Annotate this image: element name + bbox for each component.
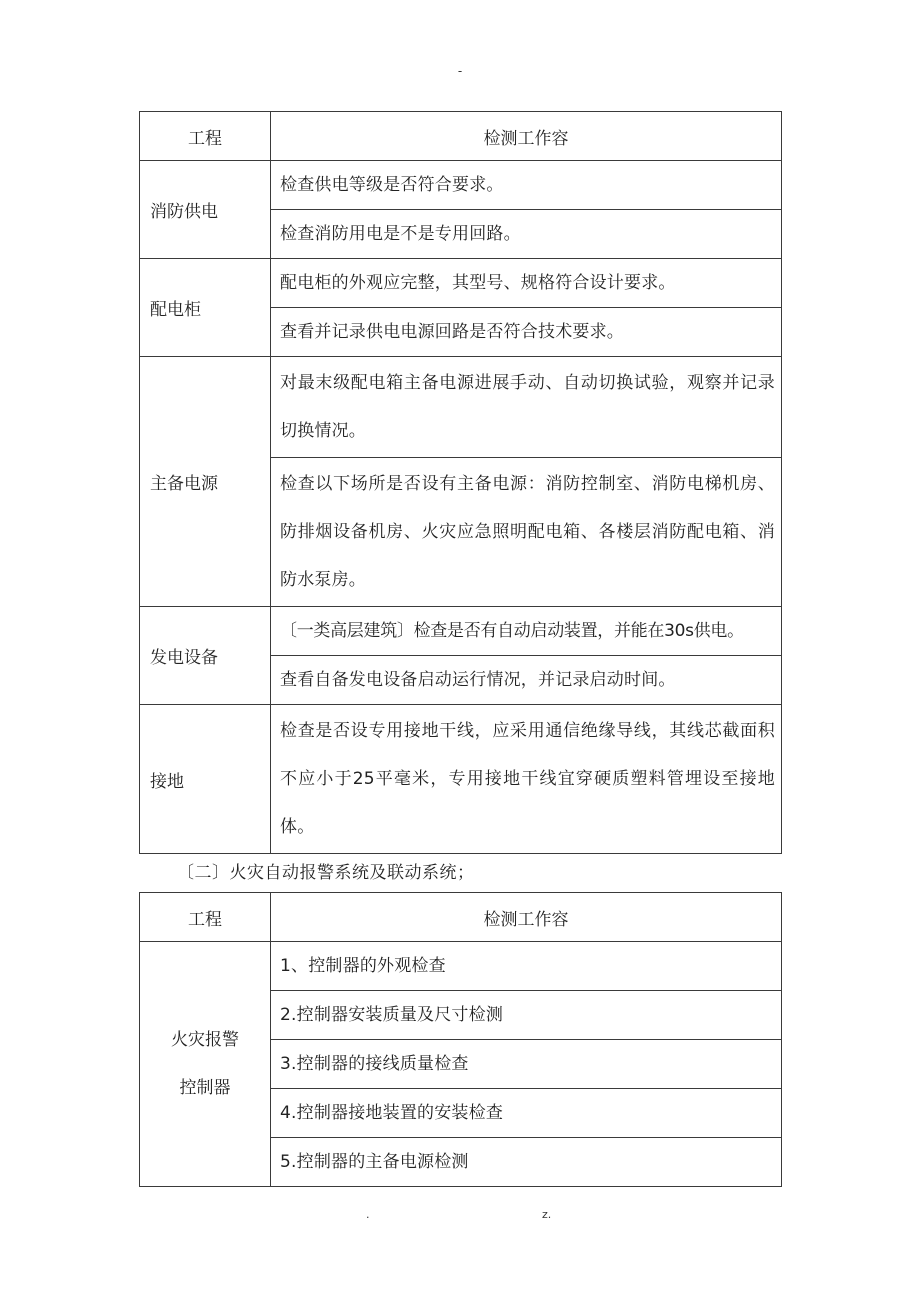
table-header-row xyxy=(140,112,782,161)
content-cell: 5.控制器的主备电源检测 xyxy=(271,1138,782,1187)
section-title: 〔二〕火灾自动报警系统及联动系统； xyxy=(177,863,475,883)
table-header-row xyxy=(140,893,782,942)
page-footer xyxy=(0,1208,920,1228)
power-supply-inspection-table xyxy=(139,111,782,854)
footer-right-mark: z. xyxy=(542,1208,552,1221)
item-cell-main-backup-power: 主备电源 xyxy=(140,357,271,607)
item-cell-grounding: 接地 xyxy=(140,705,271,854)
table-row xyxy=(140,161,782,210)
table-row xyxy=(140,607,782,656)
item-label-line-2: 控制器 xyxy=(179,1078,231,1098)
fire-alarm-inspection-table xyxy=(139,892,782,1187)
item-cell-fire-power: 消防供电 xyxy=(140,161,271,259)
table-row xyxy=(140,259,782,308)
content-cell: 1、控制器的外观检查 xyxy=(271,942,782,991)
content-cell: 2.控制器安装质量及尺寸检测 xyxy=(271,991,782,1040)
content-cell: 检查以下场所是否设有主备电源：消防控制室、消防电梯机房、防排烟设备机房、火灾应急照明配电箱、各楼层消防配电箱、消防水泵房。 xyxy=(271,458,782,607)
content-cell: 查看并记录供电电源回路是否符合技术要求。 xyxy=(271,308,782,357)
content-cell: 〔一类高层建筑〕检查是否有自动启动装置，并能在30s供电。 xyxy=(271,607,782,656)
page-header-mark: - xyxy=(457,64,463,78)
table-row xyxy=(140,705,782,854)
content-cell: 对最末级配电箱主备电源进展手动、自动切换试验，观察并记录切换情况。 xyxy=(271,357,782,458)
content-cell: 查看自备发电设备启动运行情况，并记录启动时间。 xyxy=(271,656,782,705)
item-label-line-1: 火灾报警 xyxy=(171,1030,239,1050)
footer-left-mark: . xyxy=(366,1208,370,1221)
table-row xyxy=(140,357,782,458)
column-header-item: 工程 xyxy=(140,112,271,161)
content-cell: 检查供电等级是否符合要求。 xyxy=(271,161,782,210)
content-cell: 4.控制器接地装置的安装检查 xyxy=(271,1089,782,1138)
content-cell: 检查是否设专用接地干线，应采用通信绝缘导线，其线芯截面积不应小于25平毫米，专用接地干线宜穿硬质塑料管埋设至接地体。 xyxy=(271,705,782,854)
column-header-content: 检测工作容 xyxy=(271,893,782,942)
item-cell-generator: 发电设备 xyxy=(140,607,271,705)
content-cell: 3.控制器的接线质量检查 xyxy=(271,1040,782,1089)
table-row xyxy=(140,942,782,991)
content-cell: 检查消防用电是不是专用回路。 xyxy=(271,210,782,259)
item-cell-distribution-cabinet: 配电柜 xyxy=(140,259,271,357)
content-cell: 配电柜的外观应完整，其型号、规格符合设计要求。 xyxy=(271,259,782,308)
item-cell-fire-alarm-controller xyxy=(140,942,271,1187)
column-header-content: 检测工作容 xyxy=(271,112,782,161)
column-header-item: 工程 xyxy=(140,893,271,942)
